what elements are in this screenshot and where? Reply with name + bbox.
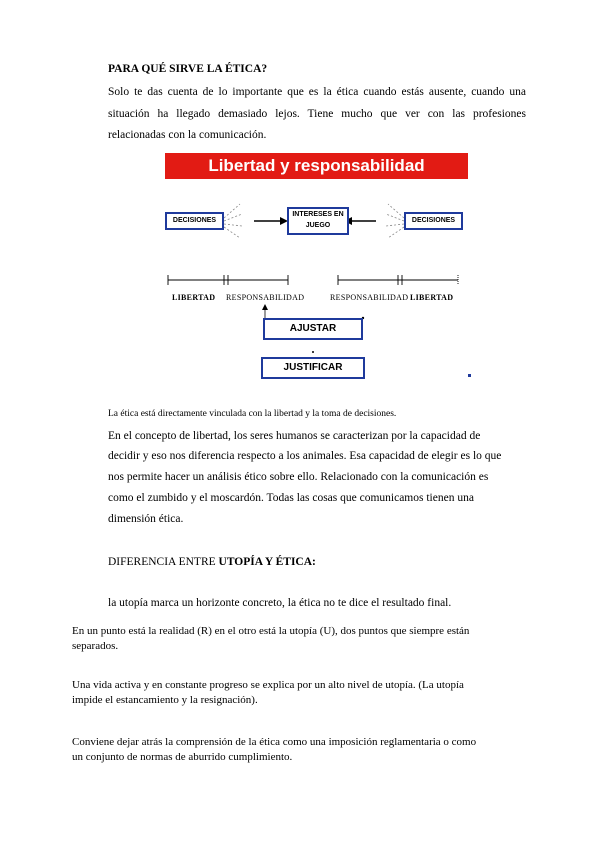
intereses-line-2: JUEGO: [305, 222, 331, 229]
section-title-prefix: DIFERENCIA ENTRE: [108, 556, 219, 568]
vida-activa-line-1: Una vida activa y en constante progreso se explica por un alto nivel de utopía. (La utopía: [72, 679, 464, 691]
left-fan-lines: [224, 204, 242, 238]
libertad-line-2: decidir y eso nos diferencia respecto a los animales. Esa capacidad de elegir es lo que: [108, 450, 502, 462]
utopia-line-1: la utopía marca un horizonte concreto, la ética no te dice el resultado final.: [108, 597, 452, 609]
decisiones-right-box: DECISIONES: [404, 212, 463, 230]
label-responsabilidad-left: RESPONSABILIDAD: [226, 293, 305, 302]
section-title-para-que-sirve: PARA QUÉ SIRVE LA ÉTICA?: [108, 63, 268, 75]
section-title-bold: UTOPÍA Y ÉTICA:: [218, 556, 316, 568]
intro-line-1: Solo te das cuenta de lo importante que es la ética cuando estás ausente, cuando una: [108, 86, 526, 98]
decisiones-left-box: DECISIONES: [165, 212, 224, 230]
libertad-line-1: En el concepto de libertad, los seres humanos se caracterizan por la capacidad de: [108, 430, 481, 442]
libertad-line-3: nos permite hacer un análisis ético sobre ello. Relacionado con la comunicación es: [108, 471, 489, 483]
realidad-line-1: En un punto está la realidad (R) en el otro está la utopía (U), dos puntos que siempre están: [72, 625, 470, 637]
arrow-left-to-center: [254, 217, 288, 225]
conviene-line-1: Conviene dejar atrás la comprensión de la ética como una imposición reglamentaria o como: [72, 736, 477, 748]
libertad-line-4: como el zumbido y el moscardón. Todas las cosas que comunicamos tienen una: [108, 492, 474, 504]
diagram-caption: La ética está directamente vinculada con la libertad y la toma de decisiones.: [108, 409, 397, 419]
intro-line-3: relacionadas con la comunicación.: [108, 129, 267, 141]
dot-marker-2: [312, 351, 314, 353]
intereses-line-1: INTERESES EN: [292, 211, 344, 218]
justificar-box: JUSTIFICAR: [261, 357, 365, 379]
libertad-line-5: dimensión ética.: [108, 513, 184, 525]
vida-activa-line-2: impide el estancamiento y la resignación).: [72, 694, 258, 706]
realidad-paragraph: [72, 624, 532, 654]
intro-line-2: situación ha llegado demasiado lejos. Tiene mucho que ver con las profesiones: [108, 108, 526, 120]
left-scale-line: [168, 275, 288, 285]
label-libertad-left: LIBERTAD: [172, 293, 216, 302]
intereses-en-juego-box: [287, 207, 349, 235]
diagram-banner: Libertad y responsabilidad: [165, 153, 468, 179]
conviene-line-2: un conjunto de normas de aburrido cumplimiento.: [72, 751, 293, 763]
label-libertad-right: LIBERTAD: [410, 293, 454, 302]
vida-activa-paragraph: [72, 678, 532, 708]
label-responsabilidad-right: RESPONSABILIDAD: [330, 293, 409, 302]
conviene-paragraph: [72, 735, 532, 765]
section-title-utopia-etica: [108, 552, 316, 572]
blue-marker: [468, 374, 471, 377]
realidad-line-2: separados.: [72, 640, 119, 652]
right-scale-line: [338, 275, 458, 285]
right-fan-lines: [386, 204, 404, 238]
ajustar-box: AJUSTAR: [263, 318, 363, 340]
